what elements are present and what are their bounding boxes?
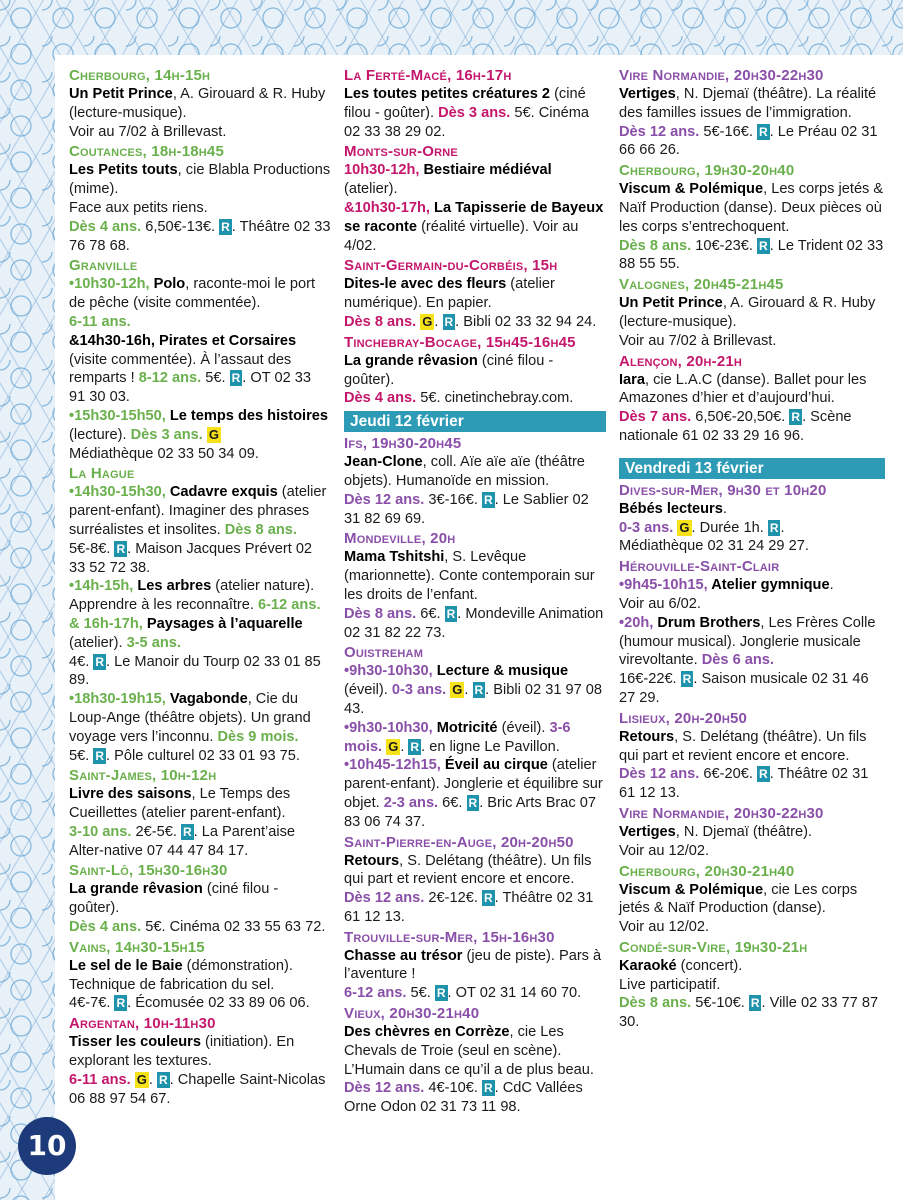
event-title: Un Petit Prince (69, 86, 173, 102)
page-number: 10 (18, 1117, 76, 1175)
event-info: Dès 12 ans. 6€-20€. R . Théâtre 02 31 61 12 13. (619, 766, 869, 802)
event-entry: Vertiges, N. Djemaï (théâtre). (619, 823, 813, 840)
age-label: 6-12 ans. (344, 985, 407, 1002)
event-title: Polo (153, 276, 186, 293)
reservation-badge: R (221, 219, 230, 234)
age-label: Dès 7 ans. (619, 409, 692, 426)
event-time: •10h30-12h, (69, 276, 154, 293)
column-3 (619, 65, 885, 1032)
city-heading: Vains, 14h30-15h15 (69, 938, 205, 956)
age-label: Dès 8 ans. (224, 521, 297, 538)
event-info: Dès 12 ans. 5€-16€. R . Le Préau 02 31 66 66 26. (619, 123, 878, 159)
city-heading: Hérouville-Saint-Clair (619, 558, 780, 576)
event-info: 16€-22€. R . Saison musicale 02 31 46 27 29. (619, 671, 869, 706)
age-label: Dès 4 ans. (69, 919, 142, 936)
event-info: 4€-7€. R . Écomusée 02 33 89 06 06. (69, 995, 310, 1012)
reservation-badge: R (444, 314, 454, 329)
event-info: 3-10 ans. 2€-5€. R . La Parent’aise Alter-native 07 44 47 84 17. (69, 823, 296, 859)
event-title: Livre des saisons (69, 786, 192, 803)
event-title: Mama Tshitshi (344, 549, 445, 566)
event-entry: Un Petit Prince, A. Girouard & R. Huby (lecture-musique). (619, 295, 876, 330)
age-label: 3-5 ans. (126, 634, 181, 651)
event-time: •18h30-19h15, (69, 691, 170, 708)
event-info: Dès 4 ans. 6,50€-13€. R . Théâtre 02 33 76 78 68. (69, 218, 331, 254)
column-1 (69, 65, 331, 1108)
event-entry: Livre des saisons, Le Temps des Cueillettes (atelier parent-enfant). (69, 786, 291, 822)
age-label: Dès 9 mois. (217, 728, 299, 745)
reservation-badge: R (474, 683, 484, 698)
city-heading: Vire Normandie, 20h30-22h30 (619, 804, 824, 822)
event-entry: Les toutes petites créatures 2 (ciné filou - goûter). Dès 3 ans. 5€. Cinéma 02 33 38 29 02. (344, 86, 589, 140)
reservation-badge: R (769, 520, 779, 535)
event-entry: Un Petit Prince, A. Girouard & R. Huby (lecture-musique). (69, 86, 326, 121)
city-heading: Trouville-sur-Mer, 15h-16h30 (344, 928, 555, 946)
event-entry: &10h30-17h, La Tapisserie de Bayeux se raconte (réalité virtuelle). Voir au 4/02. (344, 199, 604, 254)
reservation-badge: R (758, 124, 768, 139)
event-info: 0-3 ans. G . Durée 1h. R . (619, 519, 785, 536)
age-label: Dès 8 ans. (344, 605, 417, 622)
event-entry: •14h-15h, Les arbres (atelier nature). Apprendre à les reconnaître. 6-12 ans. (69, 578, 321, 614)
event-title: Jean-Clone (344, 454, 423, 471)
reservation-badge: R (182, 824, 192, 839)
event-entry: Viscum & Polémique, Les corps jetés & Naïf Production (danse). Deux pièces où les corps s’entrechoquent. (619, 181, 884, 235)
reservation-badge: R (758, 238, 768, 253)
event-entry: La grande rêvasion (ciné filou - goûter). (69, 881, 279, 917)
page (55, 55, 903, 1200)
city-heading: Cherbourg, 19h30-20h40 (619, 162, 795, 180)
city-heading: Monts-sur-Orne (344, 143, 458, 161)
reservation-badge: R (436, 986, 446, 1001)
event-title: Les toutes petites créatures 2 (344, 86, 551, 102)
event-note: Live participatif. (619, 976, 721, 993)
event-entry: Jean-Clone, coll. Aïe aïe aïe (théâtre objets). Humanoïde en mission. (344, 454, 585, 489)
event-note: Médiathèque 02 33 50 34 09. (69, 445, 259, 462)
event-title: Vagabonde (169, 691, 248, 708)
event-title: Bestiaire médiéval (423, 162, 552, 179)
city-heading: Saint-James, 10h-12h (69, 767, 217, 785)
age-label: 3-10 ans. (69, 823, 132, 840)
age-label: Dès 3 ans. (130, 426, 203, 443)
city-heading: Mondeville, 20h (344, 530, 456, 548)
event-title: Viscum & Polémique (619, 881, 764, 898)
event-info: 6-12 ans. 5€. R . OT 02 31 14 60 70. (344, 985, 582, 1002)
reservation-badge: R (483, 891, 493, 906)
event-time: •9h30-10h30, (344, 719, 437, 736)
reservation-badge: R (231, 371, 241, 386)
event-entry: Vertiges, N. Djemaï (théâtre). La réalité des familles issues de l’immigration. (619, 86, 877, 121)
event-title: Atelier gymnique (711, 577, 830, 594)
event-entry: •10h30-12h, Polo, raconte-moi le port de pêche (visite commentée). (69, 276, 316, 312)
age-label: Dès 8 ans. (619, 995, 692, 1012)
reservation-badge: R (116, 541, 126, 556)
event-entry: Les Petits touts, cie Blabla Productions (mime). (69, 162, 331, 198)
event-title: Paysages à l’aquarelle (146, 615, 303, 632)
event-info: Dès 12 ans. 3€-16€. R . Le Sablier 02 31 82 69 69. (344, 491, 589, 527)
event-entry: La grande rêvasion (ciné filou - goûter). (344, 352, 554, 388)
event-time: •9h45-10h15, (619, 577, 712, 594)
city-heading: Dives-sur-Mer, 9h30 et 10h20 (619, 481, 827, 499)
event-info: 6-11 ans. G . R . Chapelle Saint-Nicolas 06 88 97 54 67. (69, 1071, 326, 1107)
event-note: Voir au 7/02 à Brillevast. (69, 123, 227, 140)
event-title: Les arbres (137, 578, 212, 595)
event-time: 10h30-12h, (344, 162, 424, 179)
event-title: Cadavre exquis (169, 484, 278, 501)
city-heading: Ouistreham (344, 644, 424, 662)
city-heading: Tinchebray-Bocage, 15h45-16h45 (344, 333, 576, 351)
reservation-badge: R (95, 748, 105, 763)
city-heading: Vieux, 20h30-21h40 (344, 1005, 480, 1023)
age-label: 6-11 ans. (69, 1071, 131, 1088)
reservation-badge: R (483, 492, 493, 507)
reservation-badge: R (791, 410, 801, 425)
goute-badge: G (208, 426, 220, 442)
event-time: •20h, (619, 614, 658, 631)
age-label: Dès 12 ans. (344, 1080, 425, 1097)
event-entry: Tisser les couleurs (initiation). En explorant les textures. (69, 1034, 295, 1070)
event-info: Dès 12 ans. 4€-10€. R . CdC Vallées Orne Odon 02 31 73 11 98. (344, 1080, 583, 1116)
event-title: Bébés lecteurs (619, 500, 723, 517)
event-title: Lecture & musique (436, 663, 569, 680)
event-entry: & 16h-17h, Paysages à l’aquarelle (atelier). 3-5 ans. (69, 615, 303, 651)
city-heading: La Hague (69, 465, 135, 483)
city-heading: Saint-Pierre-en-Auge, 20h-20h50 (344, 833, 574, 851)
day-banner: Vendredi 13 février (619, 458, 885, 479)
event-note: Face aux petits riens. (69, 199, 208, 216)
event-entry: Des chèvres en Corrèze, cie Les Chevals de Troie (seul en scène). L’Humain dans ce qu’il a de plus beau. (344, 1024, 594, 1078)
event-entry: •14h30-15h30, Cadavre exquis (atelier parent-enfant). Imaginer des phrases surréalistes et insolites. Dès 8 ans. 5€-8€. R . Maison Jacques Prévert 02 33 52 72 38. (69, 484, 327, 576)
age-label: 6-11 ans. (69, 313, 131, 330)
event-entry: Chasse au trésor (jeu de piste). Pars à l’aventure ! (344, 947, 602, 983)
event-title: Viscum & Polémique (619, 181, 764, 198)
city-heading: Saint-Germain-du-Corbéis, 15h (344, 257, 558, 275)
event-entry: •9h30-10h30, Motricité (éveil). 3-6 mois. G . R . en ligne Le Pavillon. (344, 719, 571, 755)
city-heading: Cherbourg, 20h30-21h40 (619, 862, 795, 880)
event-entry: Le sel de le Baie (démonstration). Technique de fabrication du sel. (69, 957, 293, 993)
event-info (69, 313, 331, 332)
reservation-badge: R (446, 606, 456, 621)
reservation-badge: R (410, 739, 420, 754)
age-label: Dès 8 ans. (619, 237, 692, 254)
city-heading: Saint-Lô, 15h30-16h30 (69, 862, 228, 880)
goute-badge: G (422, 313, 433, 329)
event-title: Drum Brothers (657, 614, 761, 631)
event-info: Dès 4 ans. 5€. cinetinchebray.com. (344, 390, 574, 407)
event-note: Voir au 12/02. (619, 842, 710, 859)
event-title: La grande rêvasion (344, 352, 478, 369)
city-heading: Alençon, 20h-21h (619, 352, 743, 370)
event-title: Tisser les couleurs (69, 1034, 201, 1051)
reservation-badge: R (750, 996, 760, 1011)
goute-badge: G (136, 1071, 147, 1087)
city-heading: Lisieux, 20h-20h50 (619, 709, 748, 727)
event-entry: •18h30-19h15, Vagabonde, Cie du Loup-Ange (théâtre objets). Un grand voyage vers l’inconnu. Dès 9 mois. (69, 691, 311, 745)
event-title: Vertiges (619, 86, 676, 102)
age-label: Dès 4 ans. (344, 390, 417, 407)
event-note: Voir au 7/02 à Brillevast. (619, 332, 777, 349)
event-time: & 16h-17h, (69, 615, 147, 632)
age-label: Dès 8 ans. (344, 313, 417, 330)
age-label: 8-12 ans. (138, 370, 202, 387)
city-heading: Valognes, 20h45-21h45 (619, 276, 784, 294)
event-title: Éveil au cirque (444, 757, 548, 774)
event-info: Dès 4 ans. 5€. Cinéma 02 33 55 63 72. (69, 919, 326, 936)
event-info: 5€. R . Pôle culturel 02 33 01 93 75. (69, 747, 300, 764)
age-label: 0-3 ans. (391, 682, 447, 699)
event-entry: Retours, S. Delétang (théâtre). Un fils qui part et revient encore et encore. (619, 728, 867, 764)
event-title: Iara (619, 371, 645, 388)
event-title: Retours (344, 852, 400, 869)
event-title: Motricité (436, 719, 498, 736)
event-time: •10h45-12h15, (344, 757, 445, 774)
reservation-badge: R (682, 672, 692, 687)
city-heading: Condé-sur-Vire, 19h30-21h (619, 938, 808, 956)
reservation-badge: R (758, 767, 768, 782)
age-label: 3-6 mois. (344, 719, 571, 755)
event-entry: Bébés lecteurs. (619, 500, 727, 517)
event-info: 4€. R . Le Manoir du Tourp 02 33 01 85 89. (69, 653, 321, 689)
reservation-badge: R (158, 1072, 168, 1087)
age-label: Dès 6 ans. (701, 652, 774, 669)
event-time: •9h30-10h30, (344, 663, 437, 680)
event-time: &10h30-17h, (344, 199, 435, 216)
reservation-badge: R (95, 654, 105, 669)
event-title: La Tapisserie de Bayeux se raconte (344, 199, 604, 235)
goute-badge: G (452, 682, 463, 698)
event-note: Voir au 12/02. (619, 919, 710, 936)
event-entry: •15h30-15h50, Le temps des histoires (lecture). Dès 3 ans. G (69, 407, 328, 443)
reservation-badge: R (483, 1081, 493, 1096)
event-entry: Dites-le avec des fleurs (atelier numérique). En papier. (344, 276, 555, 312)
age-label: Dès 3 ans. (438, 104, 511, 121)
event-title: Le sel de le Baie (69, 957, 183, 974)
event-entry: Karaoké (concert). (619, 957, 743, 974)
event-title: Vertiges (619, 823, 676, 840)
age-label: Dès 12 ans. (619, 123, 700, 140)
city-heading: Cherbourg, 14h-15h (69, 67, 211, 84)
event-info: Dès 8 ans. 5€-10€. R . Ville 02 33 77 87 30. (619, 995, 879, 1031)
event-title: Les Petits touts (69, 162, 178, 179)
event-time: •14h30-15h30, (69, 484, 170, 501)
event-note: Voir au 6/02. (619, 595, 701, 612)
event-info: Dès 8 ans. G . R . Bibli 02 33 32 94 24. (344, 313, 597, 330)
event-title: Dites-le avec des fleurs (344, 276, 507, 293)
age-label: Dès 4 ans. (69, 218, 142, 235)
event-title: Karaoké (619, 957, 677, 974)
city-heading: Vire Normandie, 20h30-22h30 (619, 67, 824, 84)
city-heading: Coutances, 18h-18h45 (69, 143, 225, 161)
reservation-badge: R (116, 996, 126, 1011)
event-info: Dès 8 ans. 10€-23€. R . Le Trident 02 33 88 55 55. (619, 237, 884, 273)
city-heading: Argentan, 10h-11h30 (69, 1015, 216, 1033)
event-time: •15h30-15h50, (69, 407, 170, 424)
event-entry: Iara, cie L.A.C (danse). Ballet pour les Amazones d’hier et d’aujourd’hui. (619, 371, 867, 407)
age-label: 2-3 ans. (383, 794, 439, 811)
goute-badge: G (388, 738, 399, 754)
event-entry: Retours, S. Delétang (théâtre). Un fils qui part et revient encore et encore. (344, 852, 592, 888)
event-entry: •10h45-12h15, Éveil au cirque (atelier parent-enfant). Jonglerie et équilibre sur objet. 2-3 ans. 6€. R . Bric Arts Brac 07 83 06 74 37. (344, 757, 603, 830)
city-heading: Ifs, 19h30-20h45 (344, 435, 462, 453)
day-banner: Jeudi 12 février (344, 411, 606, 432)
age-label: Dès 12 ans. (344, 491, 425, 508)
event-info: Dès 12 ans. 2€-12€. R . Théâtre 02 31 61 12 13. (344, 890, 594, 925)
event-time: •14h-15h, (69, 578, 138, 595)
event-entry: •9h30-10h30, Lecture & musique (éveil). 0-3 ans. G . R . Bibli 02 31 97 08 43. (344, 663, 603, 717)
city-heading: Granville (69, 257, 138, 275)
event-entry: •9h45-10h15, Atelier gymnique. (619, 577, 834, 594)
event-entry: Viscum & Polémique, cie Les corps jetés & Naïf Production (danse). (619, 881, 858, 917)
event-title: Des chèvres en Corrèze (344, 1024, 510, 1041)
event-title: Pirates et Corsaires (159, 332, 297, 349)
event-note: Médiathèque 02 31 24 29 27. (619, 538, 809, 555)
city-heading: La Ferté-Macé, 16h-17h (344, 67, 512, 84)
age-label: 0-3 ans. (619, 519, 674, 536)
age-label: Dès 12 ans. (619, 766, 700, 783)
event-title: Un Petit Prince (619, 295, 723, 312)
event-title: Chasse au trésor (344, 947, 463, 964)
reservation-badge: R (468, 795, 478, 810)
column-2 (344, 65, 606, 1117)
event-title: Retours (619, 728, 675, 745)
event-entry: &14h30-16h, Pirates et Corsaires (visite commentée). À l’assaut des remparts ! 8-12 ans. 5€. R . OT 02 33 91 30 03. (69, 332, 311, 406)
event-info: Dès 8 ans. 6€. R . Mondeville Animation 02 31 82 22 73. (344, 605, 604, 641)
event-info: Dès 7 ans. 6,50€-20,50€. R . Scène nationale 61 02 33 29 16 96. (619, 409, 852, 444)
event-entry: 10h30-12h, Bestiaire médiéval (atelier). (344, 162, 552, 198)
event-title: La grande rêvasion (69, 881, 203, 898)
event-entry: •20h, Drum Brothers, Les Frères Colle (humour musical). Jonglerie musicale virevoltante. Dès 6 ans. (619, 614, 876, 669)
event-title: Le temps des histoires (169, 407, 328, 424)
age-label: Dès 12 ans. (344, 890, 425, 907)
event-entry: Mama Tshitshi, S. Levêque (marionnette). Conte contemporain sur les droits de l’enfant. (344, 549, 595, 603)
goute-badge: G (679, 519, 690, 535)
age-label: 6-12 ans. (258, 597, 321, 614)
